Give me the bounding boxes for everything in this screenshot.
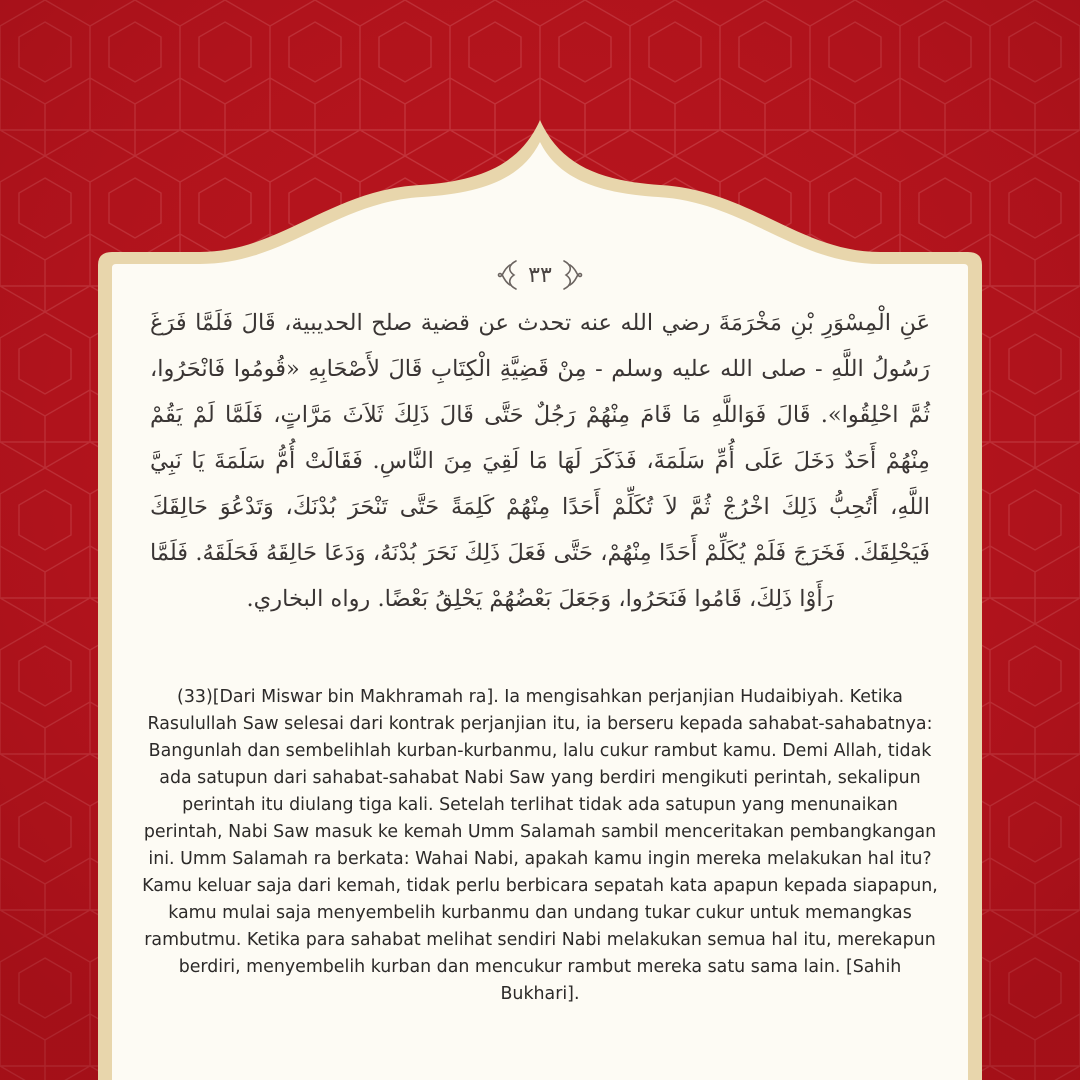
hadith-number: ٣٣	[528, 262, 552, 288]
hadith-number-badge	[490, 255, 590, 295]
translation-text: (33)[Dari Miswar bin Makhramah ra]. Ia mengisahkan perjanjian Hudaibiyah. Ketika Rasulullah Saw selesai dari kontrak perjanjian itu, ia berseru kepada sahabat-sahabatnya: Bangunlah dan sembelihlah kurban-kurbanmu, lalu cukur rambut kamu. Demi Allah, tidak ada satupun dari sahabat-sahabat Nabi Saw yang berdiri mengikuti perintah, sekalipun perintah itu diulang tiga kali. Setelah terlihat tidak ada satupun yang menunaikan perintah, Nabi Saw masuk ke kemah Umm Salamah sambil menceritakan pembangkangan ini. Umm Salamah ra berkata: Wahai Nabi, apakah kamu ingin mereka melakukan hal itu? Kamu keluar saja dari kemah, tidak perlu berbicara sepatah kata apapun kepada siapapun, kamu mulai saja menyembelih kurbanmu dan undang tukar cukur untuk memangkas rambutmu. Ketika para sahabat melihat sendiri Nabi melakukan semua hal itu, merekapun berdiri, menyembelih kurban dan mencukur rambut mereka satu sama lain. [Sahih Bukhari].	[142, 687, 938, 1004]
arabic-hadith-text: عَنِ الْمِسْوَرِ بْنِ مَخْرَمَةَ رضي الله عنه تحدث عن قضية صلح الحديبية، قَالَ فَلَمَّا فَرَغَ رَسُولُ اللَّهِ - صلى الله عليه وسلم - مِنْ قَضِيَّةِ الْكِتَابِ قَالَ لأَصْحَابِهِ «قُومُوا فَانْحَرُوا، ثُمَّ احْلِقُوا». قَالَ فَوَاللَّهِ مَا قَامَ مِنْهُمْ رَجُلٌ حَتَّى قَالَ ذَلِكَ ثَلاَثَ مَرَّاتٍ، فَلَمَّا لَمْ يَقُمْ مِنْهُمْ أَحَدٌ دَخَلَ عَلَى أُمِّ سَلَمَةَ، فَذَكَرَ لَهَا مَا لَقِيَ مِنَ النَّاسِ. فَقَالَتْ أُمُّ سَلَمَةَ يَا نَبِيَّ اللَّهِ، أَتُحِبُّ ذَلِكَ اخْرُجْ ثُمَّ لاَ تُكَلِّمْ أَحَدًا مِنْهُمْ كَلِمَةً حَتَّى تَنْحَرَ بُدْنَكَ، وَتَدْعُوَ حَالِقَكَ فَيَحْلِقَكَ. فَخَرَجَ فَلَمْ يُكَلِّمْ أَحَدًا مِنْهُمْ، حَتَّى فَعَلَ ذَلِكَ نَحَرَ بُدْنَهُ، وَدَعَا حَالِقَهُ فَحَلَقَهُ. فَلَمَّا رَأَوْا ذَلِكَ، قَامُوا فَنَحَرُوا، وَجَعَلَ بَعْضُهُمْ يَحْلِقُ بَعْضًا. رواه البخاري.	[150, 310, 930, 612]
